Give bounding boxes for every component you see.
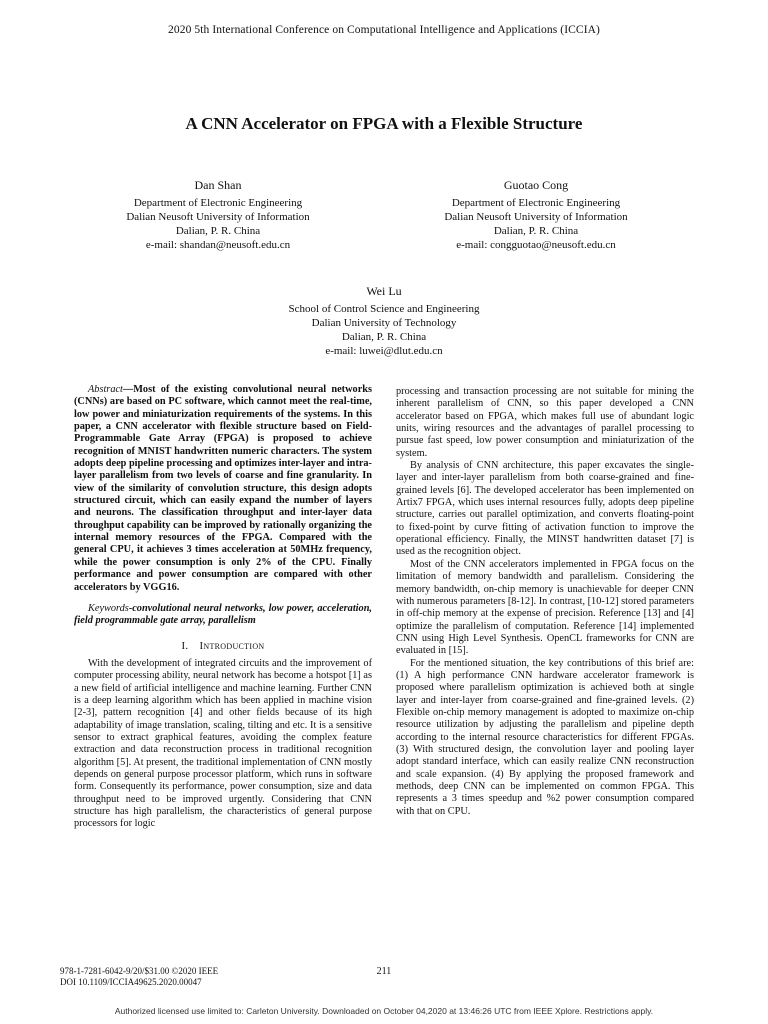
author-location: Dalian, P. R. China (175, 225, 261, 237)
intro-paragraph-1: With the development of integrated circuits and the improvement of computer processing ability, neural network has become a hotspot [1] as a new field of artificial intelligence and machine learning. Further CNN is a deep learning algorithm which has been applied in machine vision [2-3], pattern recognition [4] and other fields because of its high adaptability of image translation, scaling, tilting and etc. It is a sensitive sensor to extract graphical features, avoiding the complex feature extraction and data reconstruction process in traditional recognition algorithm [5]. At present, the traditional implementation of CNN mostly depends on general purpose processor platform, which runs in software form. Consequently its performance, power consumption, size and data throughput need to be improved urgently. Considering that CNN structure has high parallelism, the characteristics of general purpose processors for logic (74, 657, 372, 830)
footer-doi[interactable]: DOI 10.1109/ICCIA49625.2020.00047 (60, 977, 202, 987)
author-dept: School of Control Science and Engineering (288, 303, 480, 315)
author-name: Dan Shan (194, 178, 242, 192)
keywords (74, 603, 372, 628)
abstract (74, 384, 372, 594)
section-heading-introduction: I. Introduction (181, 639, 265, 652)
author-email[interactable]: e-mail: shandan@neusoft.edu.cn (145, 239, 291, 251)
abstract-text: —Most of the existing convolutional neural networks (CNNs) are based on PC software, which cannot meet the real-time, low power and miniaturization requirements of the systems. In this paper, a CNN accelerator with flexible structure based on Field-Programmable Gate Array (FPGA) is proposed to achieve recognition of MNIST handwritten numeric characters. The system adopts deep pipeline processing and optimizes inter-layer and intra-layer parallelism from two levels of coarse and fine granularity. In view of the similarity of convolution structure, this design adopts structured circuit, which can easily expand the number of layers and neurons. The classification throughput and inter-layer data throughput capability can be improved by rationally organizing the internal memory resources of the FPGA. Compared with the general CPU, it achieves 3 times acceleration at 50MHz frequency, while the power consumption is only 2% of the CPU. Finally performance and power consumption are compared with other accelerators by VGG16. (74, 384, 372, 593)
right-paragraph-3: Most of the CNN accelerators implemented in FPGA focus on the limitation of memory bandwidth and parallelism. Considering the memory bandwidth, on-chip memory is unachievable for deeper CNN with numerous parameters [8-12]. In contrast, [10-12] stored parameters in off-chip memory at the expense of precision. Reference [13] and [4] optimize the parallelism of computation. Reference [14] implemented CNN using High Level Synthesis. OpenCL frameworks for CNN are evaluated in [15]. (396, 558, 694, 657)
author-dept: Department of Electronic Engineering (133, 197, 303, 209)
right-column (396, 386, 694, 818)
left-column (74, 384, 372, 831)
author-location: Dalian, P. R. China (493, 225, 579, 237)
author-email[interactable]: e-mail: luwei@dlut.edu.cn (325, 345, 443, 357)
author-org: Dalian Neusoft University of Information (126, 211, 310, 223)
keywords-text: -convolutional neural networks, low power, acceleration, field programmable gate array, parallelism (74, 602, 372, 627)
right-paragraph-1: processing and transaction processing are not suitable for mining the inherent parallelism of CNN, so this paper developed a CNN accelerator based on FPGA, which makes full use of abundant logic units, wiring resources and the advantages of parallel processing to pursue fast speed, low power consumption and miniaturization of the system. (396, 386, 694, 459)
right-paragraph-4: For the mentioned situation, the key contributions of this brief are: (1) A high performance CNN hardware accelerator framework is proposed where parallelism optimization is achieved both at single layer and inter-layer from coarse-grained and fine-grained levels. (2) Flexible on-chip memory management is adopted to maximize on-chip resource utilization by adjusting the parallelism and pipeline depth according to the internal resource characteristics for different FPGAs. (3) With structured design, the convolution layer and pooling layer adopt standard interface, which can easily realize CNN reconstruction and scale expansion. (4) By applying the proposed framework and methods, deep CNN can be implemented on common FPGA. This represents a 3 times speedup and %2 power consumption compared with that on CPU. (396, 657, 694, 817)
author-org: Dalian University of Technology (311, 317, 457, 329)
author-dept: Department of Electronic Engineering (451, 197, 621, 209)
author-block-1 (108, 178, 328, 252)
right-paragraph-2: By analysis of CNN architecture, this paper excavates the single-layer and inter-layer parallelism from both coarse-grained and fine-grained levels [6]. The developed accelerator has been implemented on Artix7 FPGA, which uses internal resources fully, adopts deep pipeline structure, carries out parallel optimization, and converts floating-point to fixed-point by curve fitting of activation function to improve the operational efficiency. Finally, the MINST handwritten dataset [7] is used as the recognition object. (396, 460, 694, 558)
footer-isbn: 978-1-7281-6042-9/20/$31.00 ©2020 IEEE (60, 966, 219, 976)
author-org: Dalian Neusoft University of Information (444, 211, 628, 223)
abstract-lead: Abstract (88, 384, 123, 395)
author-location: Dalian, P. R. China (341, 331, 427, 343)
author-name: Wei Lu (366, 284, 402, 298)
author-block-3 (254, 284, 514, 358)
conference-header: 2020 5th International Conference on Computational Intelligence and Applications (ICCIA) (168, 24, 600, 36)
author-name: Guotao Cong (503, 178, 569, 192)
paper-title: A CNN Accelerator on FPGA with a Flexible Structure (185, 114, 583, 133)
keywords-lead: Keywords (88, 602, 129, 614)
footer-identifiers (60, 966, 360, 988)
author-email[interactable]: e-mail: congguotao@neusoft.edu.cn (456, 239, 616, 251)
author-block-2 (426, 178, 646, 252)
page-number: 211 (376, 966, 392, 977)
license-notice: Authorized licensed use limited to: Carleton University. Downloaded on October 04,2020 at 13:46:26 UTC from IEEE Xplore. Restrictions apply. (114, 1006, 654, 1016)
